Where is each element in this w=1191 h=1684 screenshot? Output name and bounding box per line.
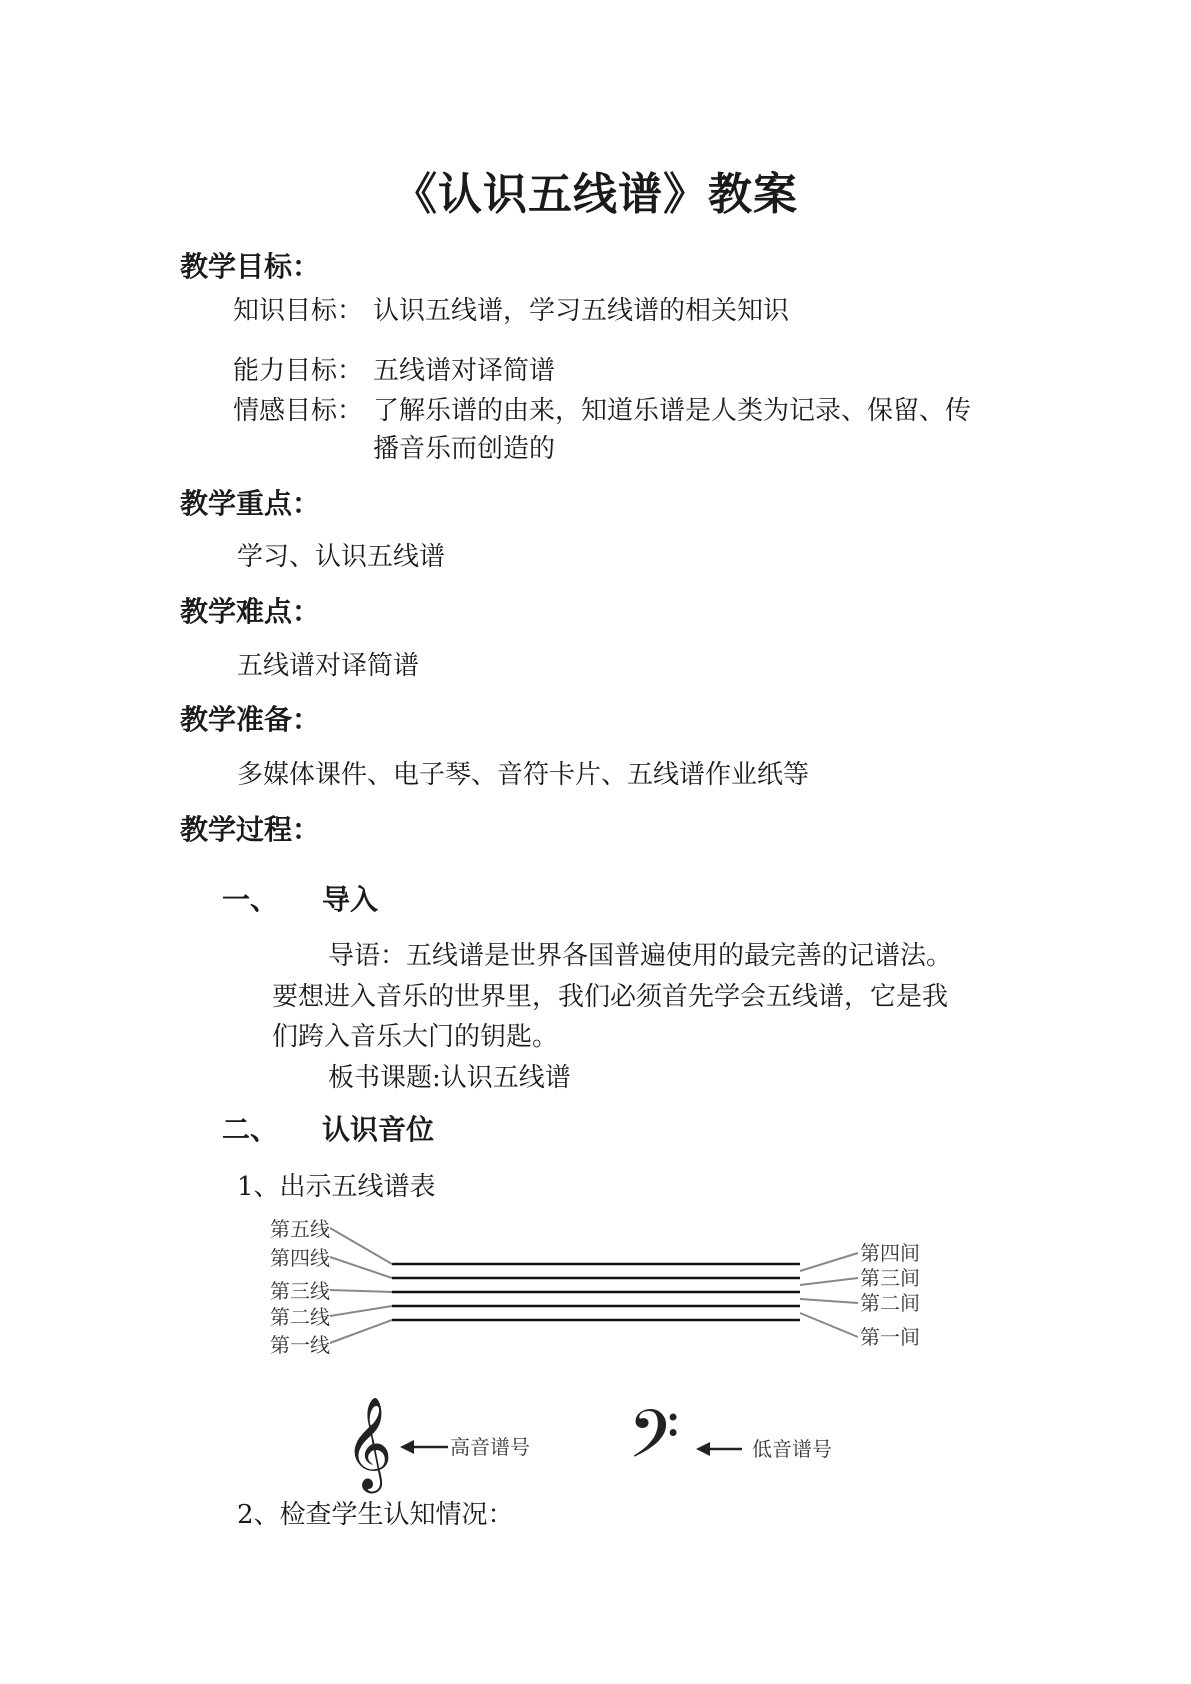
pointer-space-4 bbox=[800, 1253, 858, 1271]
process-heading: 教学过程： bbox=[180, 813, 321, 846]
treble-clef-icon: 𝄞 bbox=[345, 1396, 393, 1489]
pointer-space-1 bbox=[800, 1313, 858, 1337]
treble-arrow-icon bbox=[400, 1440, 414, 1454]
preparation-heading: 教学准备： bbox=[180, 703, 321, 736]
knowledge-goal-label: 知识目标： bbox=[233, 296, 364, 326]
intro-line3: 们跨入音乐大门的钥匙。 bbox=[272, 1022, 559, 1052]
part1-number: 一、 bbox=[222, 883, 279, 916]
key-point-heading: 教学重点： bbox=[180, 487, 321, 520]
label-space-3: 第三间 bbox=[860, 1266, 920, 1290]
bass-clef-label: 低音谱号 bbox=[752, 1437, 832, 1461]
page-title: 《认识五线谱》教案 bbox=[393, 169, 798, 220]
label-line-4: 第四线 bbox=[270, 1246, 330, 1270]
pointer-line-3 bbox=[330, 1290, 392, 1292]
label-line-3: 第三线 bbox=[270, 1279, 330, 1303]
intro-line1: 导语：五线谱是世界各国普遍使用的最完善的记谱法。 bbox=[328, 941, 953, 971]
label-line-2: 第二线 bbox=[270, 1305, 330, 1329]
label-line-5: 第五线 bbox=[270, 1217, 330, 1241]
emotion-goal-text-line2: 播音乐而创造的 bbox=[373, 434, 556, 464]
intro-line2: 要想进入音乐的世界里，我们必须首先学会五线谱，它是我 bbox=[272, 982, 949, 1012]
label-space-4: 第四间 bbox=[860, 1241, 920, 1265]
difficulty-text: 五线谱对译简谱 bbox=[237, 651, 420, 681]
label-line-1: 第一线 bbox=[270, 1333, 330, 1357]
difficulty-heading: 教学难点： bbox=[180, 595, 321, 628]
part2-title: 认识音位 bbox=[322, 1113, 435, 1146]
ability-goal-label: 能力目标： bbox=[233, 356, 364, 386]
label-space-2: 第二间 bbox=[860, 1291, 920, 1315]
emotion-goal-text-line1: 了解乐谱的由来，知道乐谱是人类为记录、保留、传 bbox=[373, 396, 972, 426]
board-title: 板书课题:认识五线谱 bbox=[328, 1063, 571, 1093]
knowledge-goal-text: 认识五线谱，学习五线谱的相关知识 bbox=[373, 296, 790, 326]
step2-text: 2、检查学生认知情况： bbox=[237, 1500, 514, 1530]
pointer-space-2 bbox=[800, 1299, 858, 1303]
pointer-space-3 bbox=[800, 1278, 858, 1285]
ability-goal-text: 五线谱对译简谱 bbox=[373, 356, 556, 386]
part1-title: 导入 bbox=[322, 883, 379, 916]
pointer-line-2 bbox=[330, 1306, 392, 1316]
pointer-line-5 bbox=[330, 1228, 392, 1264]
pointer-line-4 bbox=[330, 1257, 392, 1278]
key-point-text: 学习、认识五线谱 bbox=[237, 542, 446, 572]
step1-text: 1、出示五线谱表 bbox=[237, 1172, 436, 1202]
preparation-text: 多媒体课件、电子琴、音符卡片、五线谱作业纸等 bbox=[237, 760, 810, 790]
label-space-1: 第一间 bbox=[860, 1325, 920, 1349]
treble-clef-label: 高音谱号 bbox=[450, 1435, 530, 1459]
bass-arrow-icon bbox=[696, 1442, 710, 1456]
goals-heading: 教学目标： bbox=[180, 250, 321, 283]
bass-clef-icon: 𝄢 bbox=[628, 1396, 680, 1489]
part2-number: 二、 bbox=[222, 1113, 279, 1146]
emotion-goal-label: 情感目标： bbox=[233, 396, 364, 426]
pointer-line-1 bbox=[330, 1320, 392, 1343]
